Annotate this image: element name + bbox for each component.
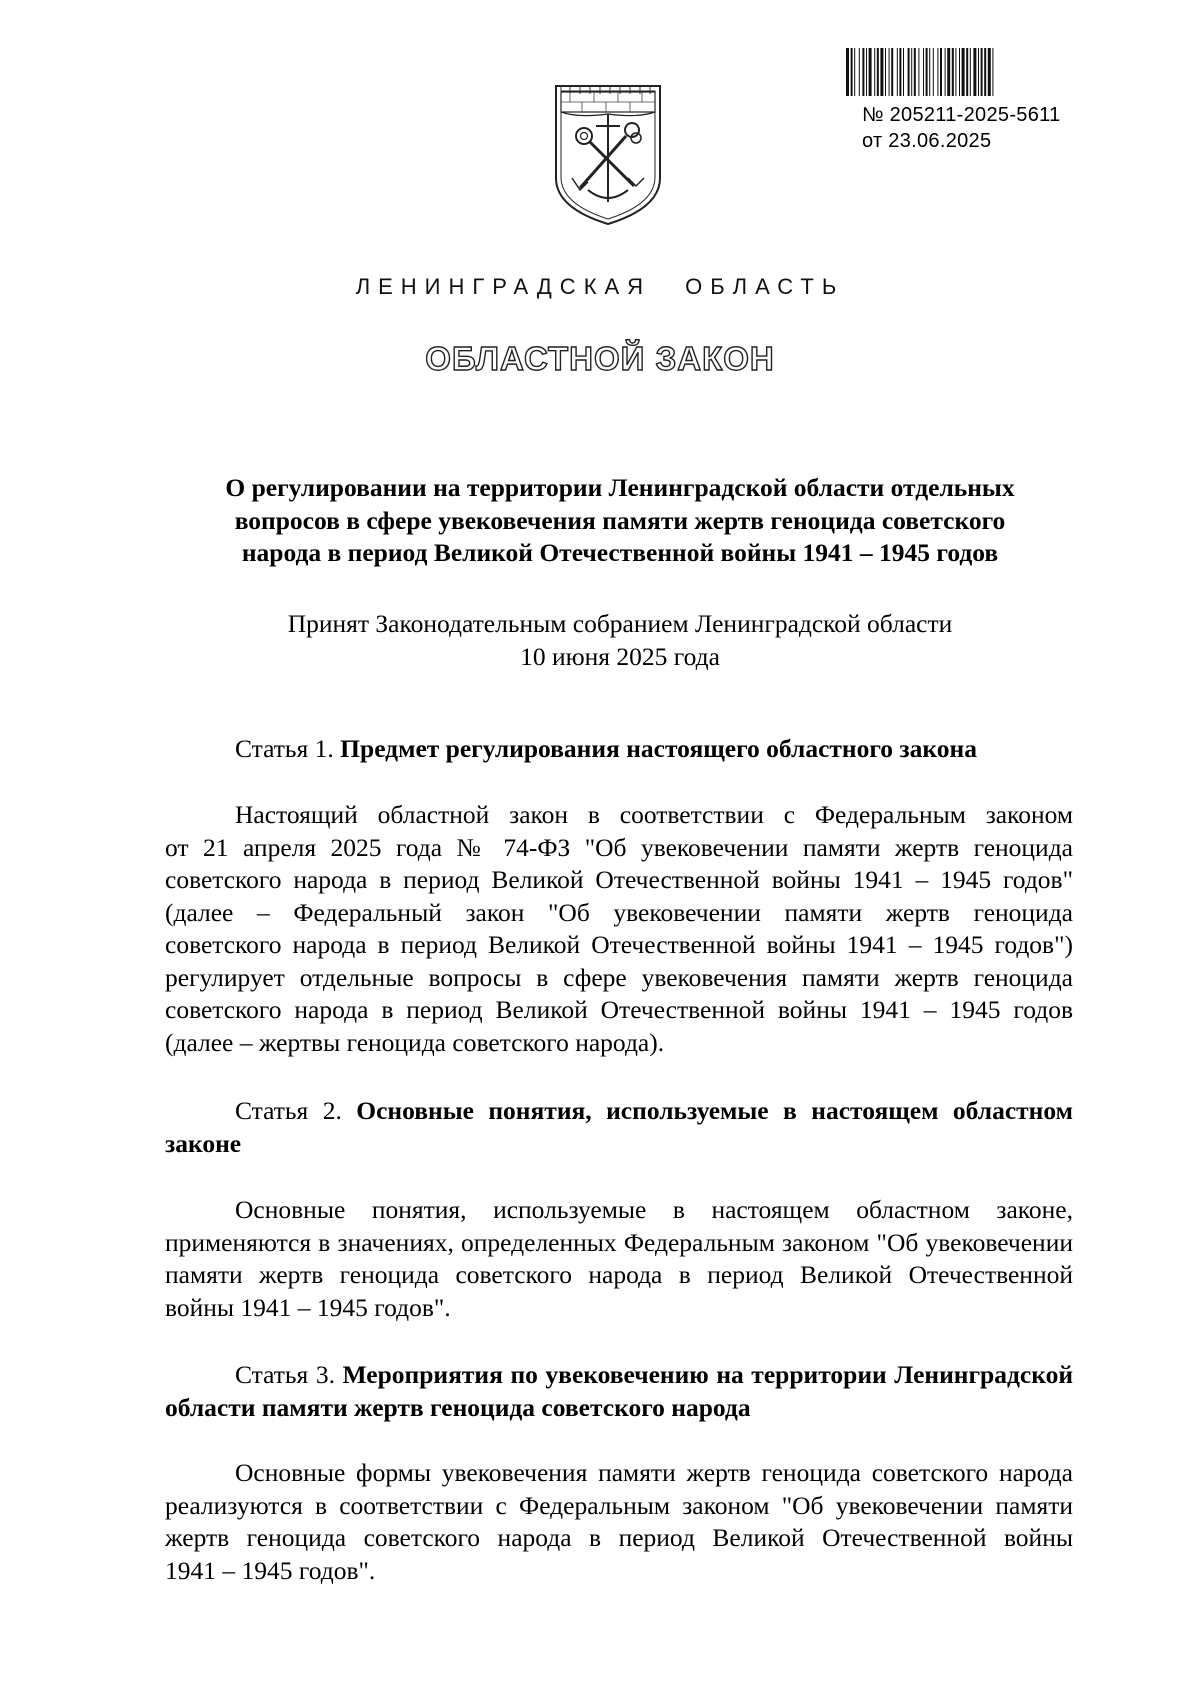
adoption-line: Принят Законодательным собранием Ленинградской области: [287, 609, 953, 638]
law-title: [165, 472, 1075, 570]
paragraph-line: Настоящий областной закон в соответствии с Федеральным законом: [235, 800, 1073, 829]
paragraph-line: памяти жертв геноцида советского народа в период Великой Отечественной: [165, 1260, 1073, 1289]
article-1-paragraph: [165, 799, 1073, 1059]
paragraph-line: советского народа в период Великой Отечественной войны 1941 – 1945 годов": [165, 865, 1073, 894]
coat-of-arms-emblem: [548, 78, 668, 228]
paragraph-line: (далее – Федеральный закон "Об увековечении памяти жертв геноцида: [165, 897, 1073, 927]
paragraph-line: применяются в значениях, определенных Федеральным законом "Об увековечении: [165, 1227, 1073, 1257]
law-title-line: народа в период Великой Отечественной войны 1941 – 1945 годов: [241, 538, 999, 567]
region-word-2: ОБЛАСТЬ: [685, 274, 845, 299]
document-type: ОБЛАСТНОЙ ЗАКОН: [425, 340, 775, 377]
paragraph-line: жертв геноцида советского народа в период Великой Отечественной войны: [165, 1523, 1073, 1552]
article-label: Статья 1.: [235, 734, 334, 763]
article-3-heading: [165, 1359, 1073, 1424]
law-title-line: О регулировании на территории Ленинградской области отдельных: [225, 473, 1015, 502]
region-name: [0, 274, 1200, 300]
article-label: Статья 2.: [235, 1096, 342, 1125]
paragraph-line: Основные формы увековечения памяти жертв геноцида советского народа: [235, 1458, 1073, 1487]
article-title: Основные понятия, используемые в настоящем областном законе: [165, 1096, 1073, 1158]
paragraph-line: (далее – жертвы геноцида советского народа).: [165, 1027, 665, 1057]
article-title: Мероприятия по увековечению на территории Ленинградской области памяти жертв геноцида советского народа: [165, 1360, 1074, 1422]
paragraph-line: войны 1941 – 1945 годов".: [165, 1292, 451, 1322]
paragraph-line: Основные понятия, используемые в настоящем областном законе,: [235, 1195, 1073, 1224]
article-1-heading: [165, 733, 1073, 766]
article-label: Статья 3.: [235, 1360, 335, 1389]
article-2-paragraph: [165, 1194, 1073, 1324]
paragraph-line: от 21 апреля 2025 года № 74-ФЗ "Об увековечении памяти жертв геноцида: [165, 832, 1073, 862]
adoption-date: 10 июня 2025 года: [520, 641, 720, 671]
paragraph-line: советского народа в период Великой Отечественной войны 1941 – 1945 годов: [165, 995, 1073, 1024]
region-word-1: ЛЕНИНГРАДСКАЯ: [355, 274, 652, 299]
article-2-heading: [165, 1095, 1073, 1160]
registration-number: № 205211-2025-5611: [862, 104, 1061, 126]
law-title-line: вопросов в сфере увековечения памяти жертв геноцида советского: [234, 505, 1006, 535]
article-3-paragraph: [165, 1457, 1073, 1587]
paragraph-line: советского народа в период Великой Отечественной войны 1941 – 1945 годов"): [165, 930, 1073, 959]
paragraph-line: регулирует отдельные вопросы в сфере увековечения памяти жертв геноцида: [165, 962, 1073, 992]
barcode-image: [846, 48, 1110, 96]
registration-date: от 23.06.2025: [862, 130, 992, 152]
paragraph-line: 1941 – 1945 годов".: [165, 1555, 376, 1585]
adoption-statement: [165, 608, 1075, 673]
article-title: Предмет регулирования настоящего областного закона: [340, 734, 977, 763]
paragraph-line: реализуются в соответствии с Федеральным законом "Об увековечении памяти: [165, 1490, 1073, 1520]
